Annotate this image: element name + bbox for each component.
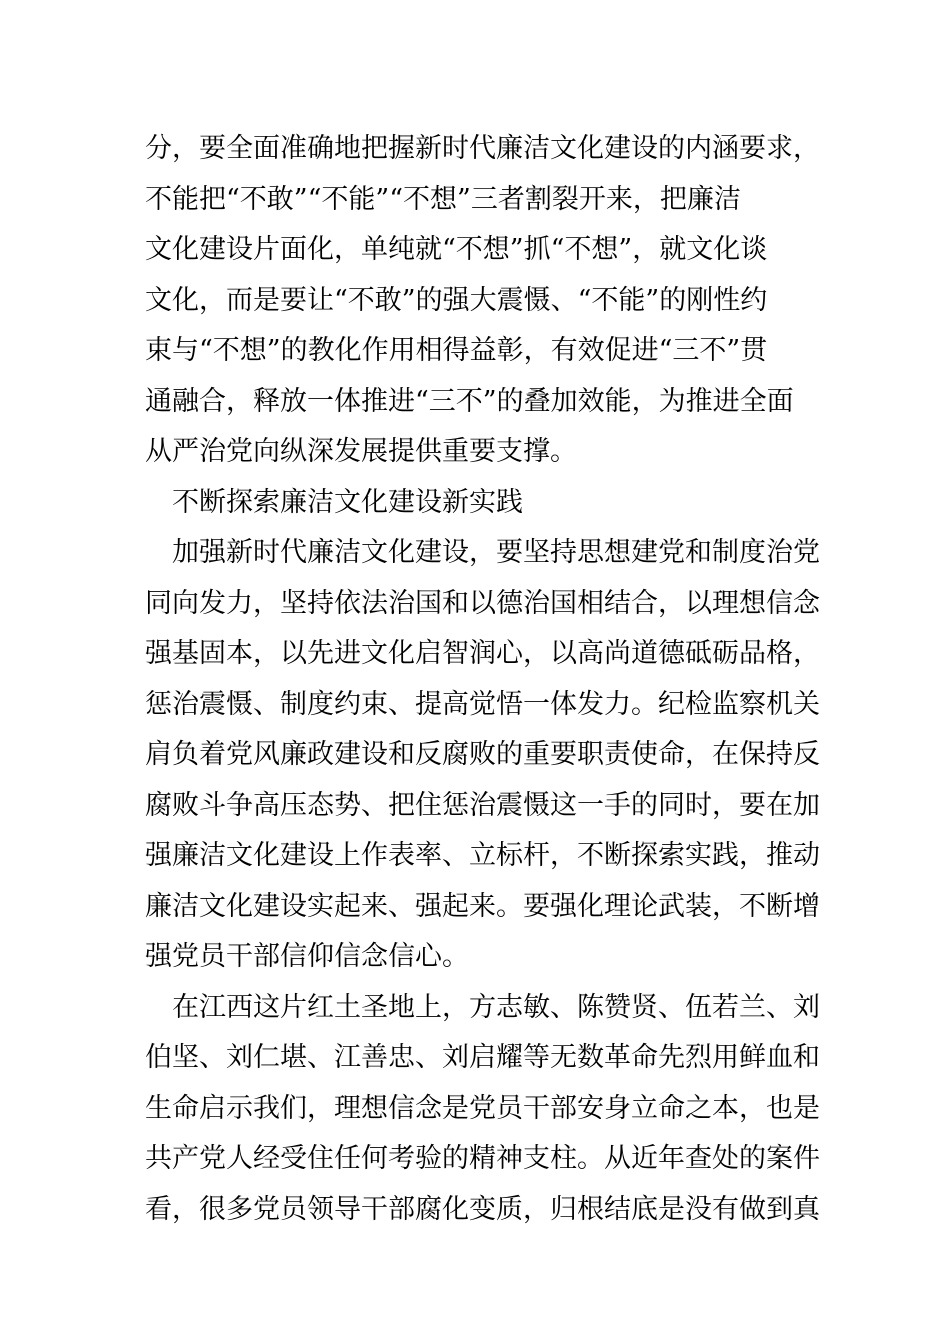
text-line: 肩负着党风廉政建设和反腐败的重要职责使命，在保持反	[145, 739, 820, 770]
section-heading: 不断探索廉洁文化建设新实践	[145, 487, 523, 518]
text-line: 惩治震慑、制度约束、提高觉悟一体发力。纪检监察机关	[145, 689, 820, 720]
text-line: 在江西这片红土圣地上，方志敏、陈赞贤、伍若兰、刘	[145, 992, 820, 1023]
text-line: 廉洁文化建设实起来、强起来。要强化理论武装，不断增	[145, 891, 820, 922]
text-line: 通融合，释放一体推进“三不”的叠加效能，为推进全面	[145, 386, 794, 417]
text-line: 强党员干部信仰信念信心。	[145, 941, 469, 972]
text-line: 不能把“不敢”“不能”“不想”三者割裂开来，把廉洁	[145, 184, 741, 215]
text-line: 看，很多党员领导干部腐化变质，归根结底是没有做到真	[145, 1194, 820, 1225]
text-line: 文化，而是要让“不敢”的强大震慑、“不能”的刚性约	[145, 285, 768, 316]
text-line: 生命启示我们，理想信念是党员干部安身立命之本，也是	[145, 1093, 820, 1124]
text-line: 同向发力，坚持依法治国和以德治国相结合，以理想信念	[145, 588, 820, 619]
text-line: 强廉洁文化建设上作表率、立标杆，不断探索实践，推动	[145, 840, 820, 871]
text-line: 文化建设片面化，单纯就“不想”抓“不想”，就文化谈	[145, 234, 768, 265]
text-line: 加强新时代廉洁文化建设，要坚持思想建党和制度治党	[145, 537, 820, 568]
text-line: 束与“不想”的教化作用相得益彰，有效促进“三不”贯	[145, 335, 768, 366]
text-line: 分，要全面准确地把握新时代廉洁文化建设的内涵要求，	[145, 133, 820, 164]
text-line: 共产党人经受住任何考验的精神支柱。从近年查处的案件	[145, 1143, 820, 1174]
text-line: 腐败斗争高压态势、把住惩治震慑这一手的同时，要在加	[145, 790, 820, 821]
text-line: 强基固本，以先进文化启智润心，以高尚道德砥砺品格，	[145, 638, 820, 669]
text-line: 伯坚、刘仁堪、江善忠、刘启耀等无数革命先烈用鲜血和	[145, 1042, 820, 1073]
text-line: 从严治党向纵深发展提供重要支撑。	[145, 436, 577, 467]
